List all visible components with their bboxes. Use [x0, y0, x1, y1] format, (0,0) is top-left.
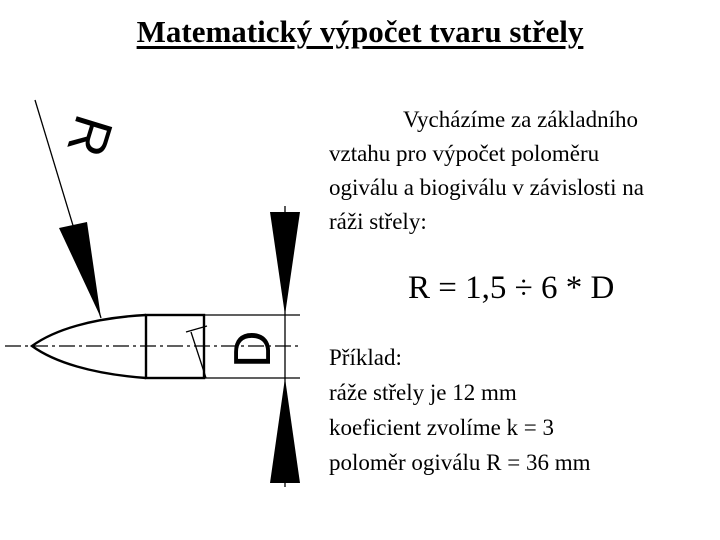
example-line: koeficient zvolíme k = 3: [329, 415, 555, 440]
example-line: ráže střely je 12 mm: [329, 380, 517, 405]
intro-line: Vycházíme za základního: [403, 107, 638, 132]
example-text: [329, 340, 719, 480]
radius-formula: R = 1,5 ÷ 6 * D: [408, 270, 615, 306]
intro-text: [329, 103, 719, 239]
example-line: poloměr ogiválu R = 36 mm: [329, 450, 591, 475]
intro-line: ogiválu a biogiválu v závislosti na: [329, 175, 644, 200]
diameter-arrowhead-bottom: [270, 378, 300, 483]
example-line: Příklad:: [329, 345, 402, 370]
intro-line: vztahu pro výpočet poloměru: [329, 141, 600, 166]
diameter-label: D: [224, 330, 282, 368]
diameter-arrowhead-top: [270, 212, 300, 315]
page-title: Matematický výpočet tvaru střely: [136, 14, 584, 49]
radius-arrowhead: [59, 222, 101, 318]
intro-line: ráži střely:: [329, 209, 427, 234]
radius-label: R: [55, 108, 124, 164]
